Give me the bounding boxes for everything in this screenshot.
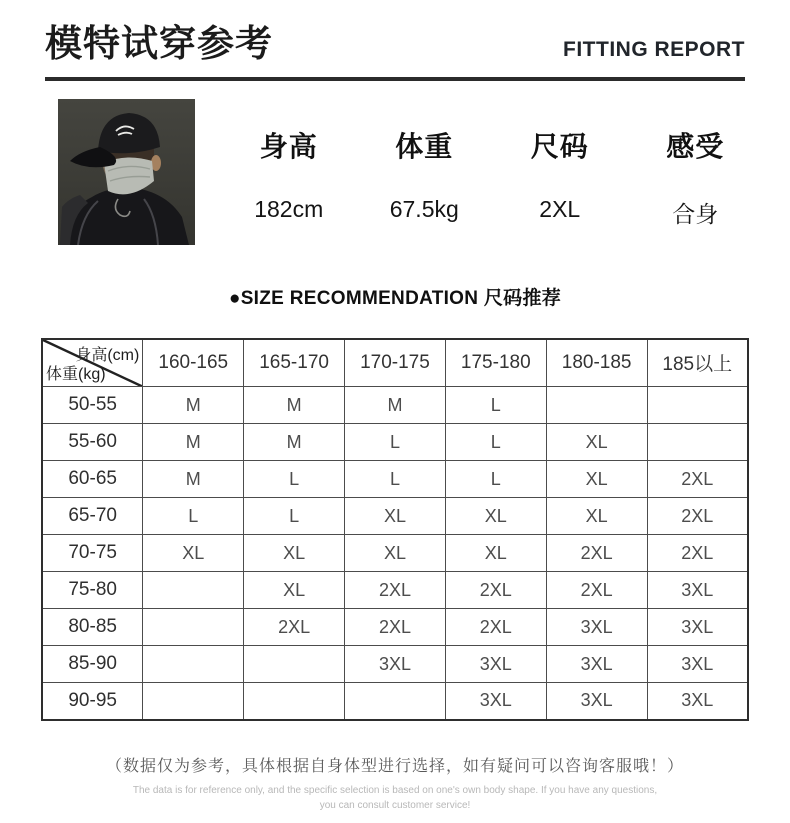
table-row [42, 683, 748, 720]
page-title-en: FITTING REPORT [563, 37, 745, 61]
size-cell [143, 646, 244, 683]
size-cell: 3XL [546, 683, 647, 720]
stat-weight-label: 体重 [395, 130, 454, 162]
weight-row-label: 90-95 [42, 683, 143, 720]
size-table-header [42, 339, 748, 387]
size-cell: 3XL [445, 683, 546, 720]
size-cell [143, 683, 244, 720]
size-cell: L [244, 498, 345, 535]
model-stats [195, 99, 763, 245]
size-cell: 3XL [647, 646, 748, 683]
size-cell: 3XL [647, 683, 748, 720]
column-header: 170-175 [345, 339, 446, 387]
size-recommendation-heading: ●SIZE RECOMMENDATION 尺码推荐 [228, 287, 562, 309]
model-section [58, 99, 763, 245]
size-cell: 2XL [445, 609, 546, 646]
size-cell: XL [546, 498, 647, 535]
stat-height-label: 身高 [259, 130, 318, 162]
size-cell: 3XL [546, 646, 647, 683]
size-cell: XL [143, 535, 244, 572]
size-cell [546, 387, 647, 424]
column-header: 175-180 [445, 339, 546, 387]
table-header-row [42, 339, 748, 387]
table-row [42, 646, 748, 683]
table-row [42, 609, 748, 646]
size-cell [244, 683, 345, 720]
size-cell [345, 683, 446, 720]
table-row [42, 498, 748, 535]
stat-feel [628, 99, 764, 245]
table-row [42, 535, 748, 572]
size-cell: 3XL [445, 646, 546, 683]
size-cell: XL [546, 461, 647, 498]
weight-row-label: 65-70 [42, 498, 143, 535]
table-row [42, 461, 748, 498]
size-cell: XL [546, 424, 647, 461]
model-photo-illustration [58, 99, 195, 245]
column-header: 160-165 [143, 339, 244, 387]
corner-label-height: 身高(cm) [75, 346, 140, 364]
weight-row-label: 80-85 [42, 609, 143, 646]
table-corner-cell [42, 339, 143, 387]
size-cell: 3XL [647, 609, 748, 646]
size-cell: L [445, 461, 546, 498]
weight-row-label: 50-55 [42, 387, 143, 424]
size-table-body [42, 387, 748, 720]
size-cell: M [143, 461, 244, 498]
size-cell: XL [345, 498, 446, 535]
stat-size [492, 99, 628, 245]
stat-size-value: 2XL [539, 195, 581, 222]
size-cell: M [143, 424, 244, 461]
size-cell [647, 387, 748, 424]
size-cell: 3XL [647, 572, 748, 609]
size-cell: 2XL [445, 572, 546, 609]
size-cell: 2XL [546, 572, 647, 609]
size-cell: 3XL [345, 646, 446, 683]
stat-feel-value: 合身 [672, 200, 719, 227]
stat-height-value: 182cm [254, 195, 324, 222]
size-cell: L [244, 461, 345, 498]
size-cell: M [143, 387, 244, 424]
stat-size-label: 尺码 [530, 130, 589, 162]
stat-feel-label: 感受 [666, 130, 725, 162]
table-row [42, 387, 748, 424]
size-cell: 2XL [647, 498, 748, 535]
footer-note-en-line2: you can consult customer service! [319, 800, 471, 812]
size-cell: XL [345, 535, 446, 572]
column-header: 185以上 [647, 339, 748, 387]
size-cell: 3XL [546, 609, 647, 646]
page-title: 模特试穿参考 [45, 23, 273, 64]
size-cell: 2XL [345, 572, 446, 609]
column-header: 165-170 [244, 339, 345, 387]
weight-row-label: 70-75 [42, 535, 143, 572]
weight-row-label: 55-60 [42, 424, 143, 461]
weight-row-label: 75-80 [42, 572, 143, 609]
table-row [42, 572, 748, 609]
table-row [42, 424, 748, 461]
size-cell [244, 646, 345, 683]
size-cell: M [244, 387, 345, 424]
footer-note-zh: （数据仅为参考，具体根据自身体型进行选择，如有疑问可以咨询客服哦！） [105, 757, 684, 775]
column-header: 180-185 [546, 339, 647, 387]
size-cell: 2XL [647, 535, 748, 572]
weight-row-label: 85-90 [42, 646, 143, 683]
corner-label-weight: 体重(kg) [46, 366, 106, 384]
weight-row-label: 60-65 [42, 461, 143, 498]
size-cell [143, 572, 244, 609]
size-cell: M [345, 387, 446, 424]
size-cell: XL [244, 535, 345, 572]
size-cell [143, 609, 244, 646]
size-cell: 2XL [647, 461, 748, 498]
size-cell [647, 424, 748, 461]
size-cell: XL [244, 572, 345, 609]
size-cell: XL [445, 535, 546, 572]
model-photo [58, 99, 195, 245]
stat-weight-value: 67.5kg [389, 195, 459, 222]
size-cell: L [345, 461, 446, 498]
size-cell: 2XL [546, 535, 647, 572]
size-cell: 2XL [345, 609, 446, 646]
header-divider [45, 77, 745, 81]
size-cell: XL [445, 498, 546, 535]
footer-note-en-line1: The data is for reference only, and the specific selection is based on one's own body shape. If you have any questions, [132, 784, 658, 796]
size-cell: L [143, 498, 244, 535]
stat-height [221, 99, 357, 245]
size-cell: L [445, 424, 546, 461]
size-cell: L [345, 424, 446, 461]
size-cell: L [445, 387, 546, 424]
header [0, 0, 790, 77]
stat-weight [357, 99, 493, 245]
size-table [41, 338, 749, 721]
footer-note-en [0, 783, 790, 814]
size-cell: M [244, 424, 345, 461]
size-cell: 2XL [244, 609, 345, 646]
